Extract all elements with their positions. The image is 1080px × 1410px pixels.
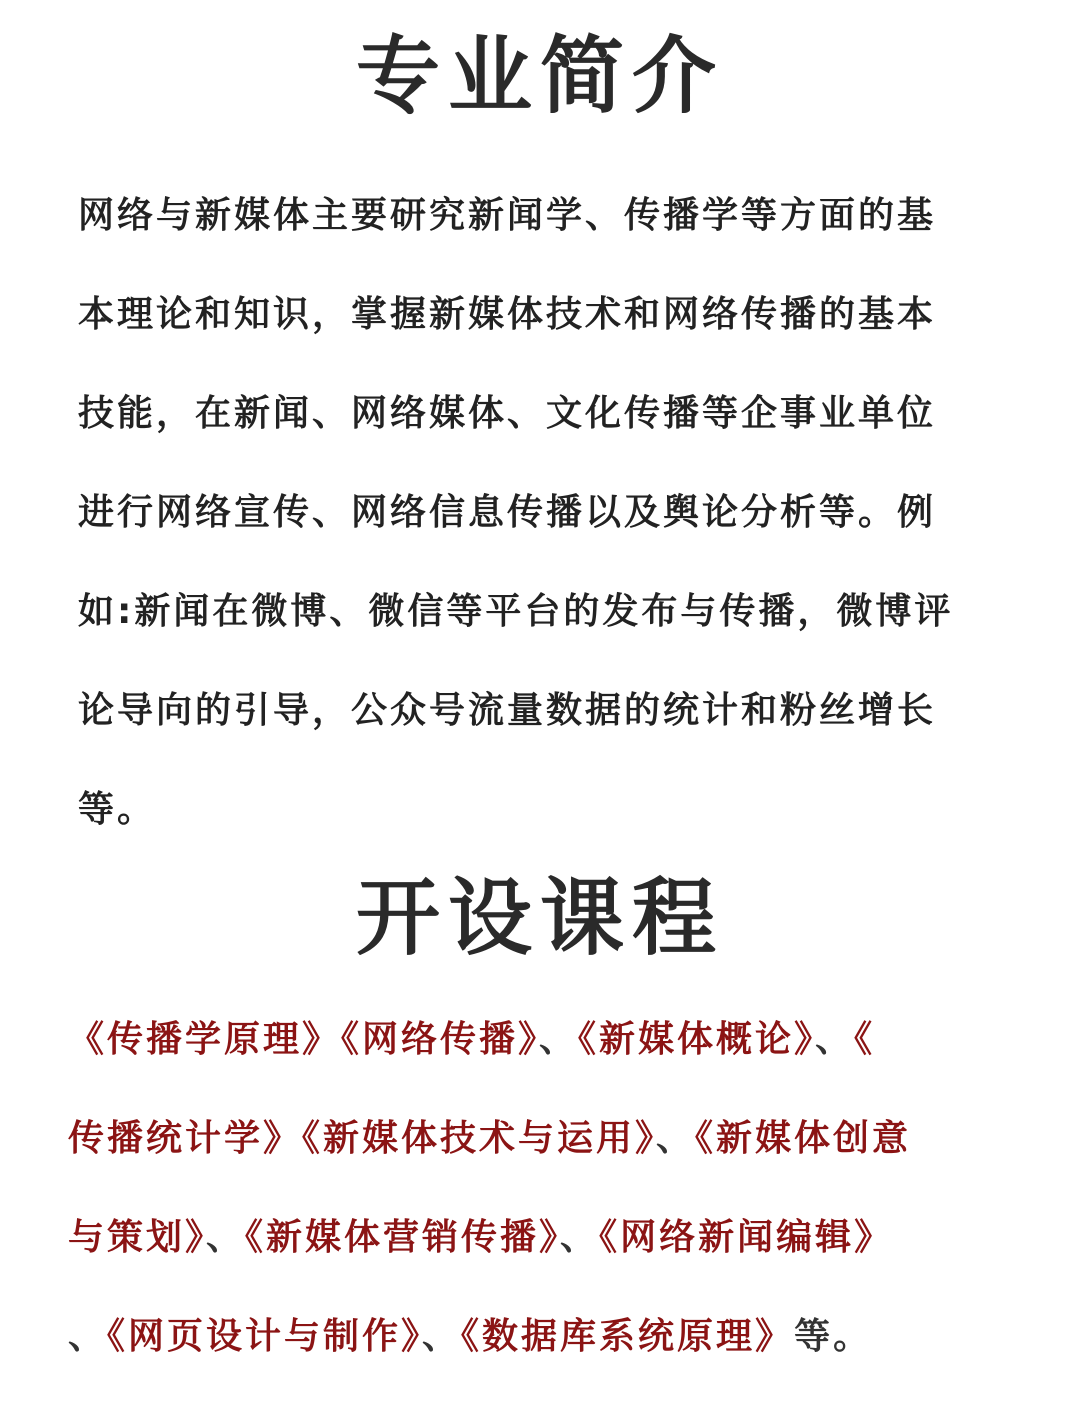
course-title: 《新媒体营销传播》 [245, 1217, 561, 1258]
course-title: 《新媒体创意 [695, 1118, 912, 1159]
course-list-line [68, 1316, 873, 1357]
course-title: 《新媒体概论》 [578, 1019, 816, 1060]
course-list-line [68, 1118, 912, 1159]
course-list-line [68, 1019, 876, 1060]
course-separator: 、 [560, 1217, 600, 1258]
intro-paragraph-line: 如:新闻在微博、微信等平台的发布与传播，微博评 [78, 591, 954, 632]
course-separator: 等。 [794, 1316, 873, 1357]
intro-paragraph-line: 技能，在新闻、网络媒体、文化传播等企事业单位 [78, 393, 937, 434]
course-title: 《 [854, 1019, 876, 1060]
course-title: 《传播学原理》 [68, 1019, 342, 1060]
intro-paragraph-line: 等。 [78, 789, 157, 830]
course-title: 《网络传播》 [341, 1019, 540, 1060]
intro-paragraph-line: 本理论和知识，掌握新媒体技术和网络传播的基本 [78, 294, 937, 335]
course-separator: 、 [422, 1316, 462, 1357]
course-separator: 、 [815, 1019, 855, 1060]
course-title: 《新媒体技术与运用》 [302, 1118, 657, 1159]
course-title: 《网络新闻编辑》 [599, 1217, 894, 1258]
course-title: 《数据库系统原理》 [461, 1316, 795, 1357]
course-title: 《网页设计与制作》 [107, 1316, 423, 1357]
course-separator: 、 [68, 1316, 108, 1357]
intro-paragraph-line: 进行网络宣传、网络信息传播以及舆论分析等。例 [78, 492, 937, 533]
course-list-line [68, 1217, 894, 1258]
intro-heading: 专业简介 [355, 27, 724, 125]
course-separator: 、 [656, 1118, 696, 1159]
intro-paragraph-line: 网络与新媒体主要研究新闻学、传播学等方面的基 [78, 195, 937, 236]
course-separator: 、 [206, 1217, 246, 1258]
course-title: 与策划》 [68, 1217, 207, 1258]
courses-heading: 开设课程 [355, 869, 724, 967]
course-separator: 、 [539, 1019, 579, 1060]
intro-paragraph-line: 论导向的引导，公众号流量数据的统计和粉丝增长 [78, 690, 937, 731]
course-title: 传播统计学》 [68, 1118, 303, 1159]
